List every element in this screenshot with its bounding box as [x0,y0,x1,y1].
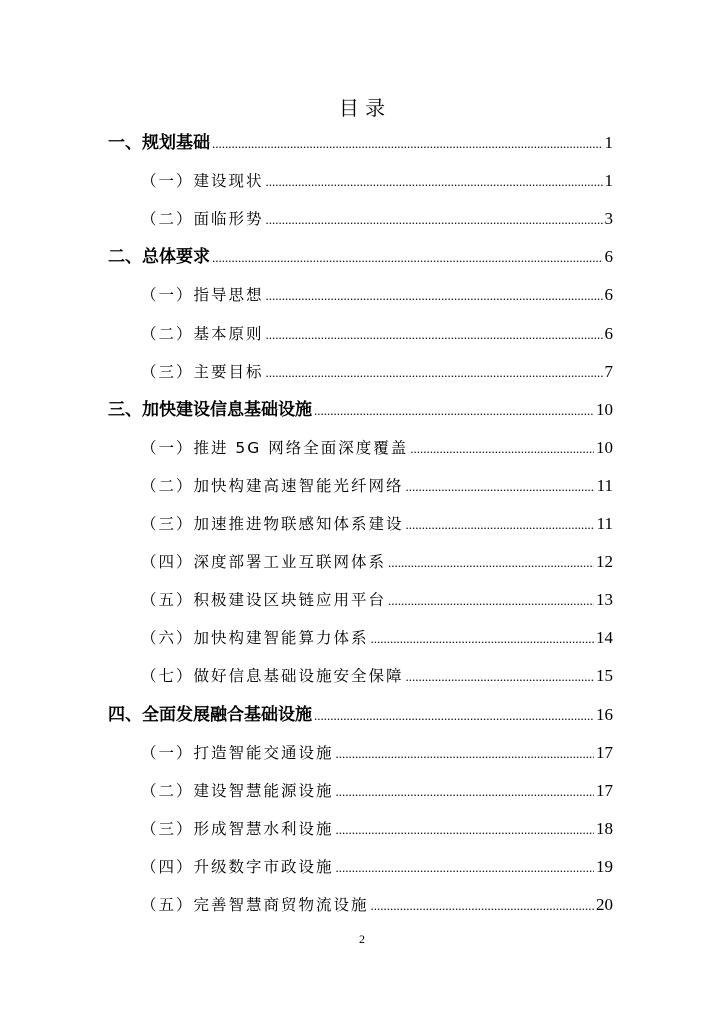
toc-entry-page: 6 [604,285,613,305]
toc-section-entry[interactable] [141,435,613,461]
toc-leader-dots [314,398,594,424]
toc-section-entry[interactable] [141,625,613,651]
toc-section-entry[interactable] [141,359,613,385]
toc-entry-page: 12 [596,552,613,572]
toc-entry-page: 6 [604,247,613,267]
toc-entry-page: 3 [604,209,613,229]
toc-leader-dots [388,550,594,576]
toc-section-entry[interactable] [141,206,613,232]
toc-leader-dots [388,588,594,614]
toc-section-entry[interactable] [141,473,613,499]
toc-entry-label: （三）形成智慧水利设施 [141,819,334,838]
toc-entry-label: （二）建设智慧能源设施 [141,781,334,800]
toc-section-entry[interactable] [141,511,613,537]
toc-leader-dots [266,283,603,309]
toc-leader-dots [410,436,594,462]
toc-entry-page: 15 [596,666,613,686]
toc-entry-page: 19 [596,856,613,876]
toc-leader-dots [406,474,595,500]
toc-section-entry[interactable] [141,321,613,347]
toc-section-entry[interactable] [141,854,613,880]
toc-entry-label: （一）指导思想 [141,286,264,305]
toc-entry-label: 二、总体要求 [108,247,210,268]
toc-entry-page: 17 [596,742,613,762]
toc-entry-page: 7 [604,361,613,381]
toc-entry-page: 20 [596,895,613,914]
toc-chapter-entry[interactable] [108,130,613,156]
toc-section-entry[interactable] [141,663,613,689]
toc-entry-label: （二）基本原则 [141,324,264,343]
toc-leader-dots [314,703,594,729]
toc-entry-page: 1 [604,133,613,152]
toc-entry-page: 6 [604,323,613,343]
toc-chapter-entry[interactable] [108,244,613,270]
toc-entry-label: （五）完善智慧商贸物流设施 [141,896,369,914]
page-number: 2 [359,932,365,946]
toc-leader-dots [336,817,594,843]
toc-entry-label: （一）推进 5G 网络全面深度覆盖 [141,438,409,457]
toc-leader-dots [406,664,594,690]
toc-leader-dots [371,893,594,919]
toc-entry-page: 16 [596,704,613,724]
page-title: 目 录 [338,96,386,120]
toc-leader-dots [266,322,603,348]
toc-entry-page: 13 [596,590,613,610]
toc-entry-label: （六）加快构建智能算力体系 [141,629,369,648]
toc-leader-dots [266,207,603,233]
toc-section-entry[interactable] [141,549,613,575]
toc-entry-label: （五）积极建设区块链应用平台 [141,591,387,610]
toc-entry-page: 10 [596,399,613,419]
toc-leader-dots [266,360,603,386]
toc-section-entry[interactable] [141,816,613,842]
toc-leader-dots [336,779,594,805]
toc-section-entry[interactable] [141,892,613,918]
toc-entry-label: （四）升级数字市政设施 [141,857,334,876]
toc-entry-page: 17 [596,780,613,800]
toc-leader-dots [371,626,594,652]
toc-entry-page: 10 [596,437,613,457]
toc-leader-dots [336,855,594,881]
toc-entry-page: 14 [596,628,613,648]
toc-entry-label: （七）做好信息基础设施安全保障 [141,667,404,686]
toc-entry-label: （二）面临形势 [141,210,264,229]
toc-entry-label: 三、加快建设信息基础设施 [108,399,312,420]
toc-leader-dots [212,245,603,271]
toc-entry-label: （三）主要目标 [141,362,264,381]
toc-section-entry[interactable] [141,740,613,766]
toc-entry-page: 11 [596,475,613,495]
toc-chapter-entry[interactable] [108,397,613,423]
toc-leader-dots [266,169,603,195]
toc-entry-label: （一）建设现状 [141,172,264,191]
toc-entry-page: 1 [604,171,613,191]
toc-leader-dots [406,512,595,538]
toc-entry-label: （二）加快构建高速智能光纤网络 [141,476,404,495]
toc-entry-label: （一）打造智能交通设施 [141,743,334,762]
toc-section-entry[interactable] [141,282,613,308]
toc-entry-label: 一、规划基础 [108,133,210,153]
toc-entry-label: （四）深度部署工业互联网体系 [141,553,387,572]
toc-entry-page: 18 [596,818,613,838]
toc-section-entry[interactable] [141,587,613,613]
toc-entry-label: （三）加速推进物联感知体系建设 [141,515,404,533]
toc-chapter-entry[interactable] [108,702,613,728]
toc-entry-page: 11 [596,514,613,533]
toc-leader-dots [212,131,603,157]
toc-section-entry[interactable] [141,168,613,194]
toc-leader-dots [336,741,594,767]
toc-section-entry[interactable] [141,778,613,804]
toc-entry-label: 四、全面发展融合基础设施 [108,704,312,725]
